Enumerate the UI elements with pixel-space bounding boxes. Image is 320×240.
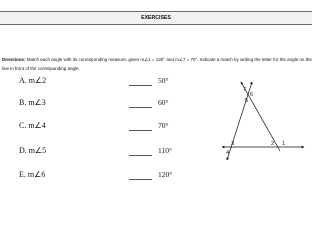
angle-label-2: 2	[271, 141, 275, 147]
answer-blank[interactable]	[129, 179, 152, 180]
answer-blank[interactable]	[129, 85, 152, 86]
angle-label-5: 5	[245, 98, 249, 104]
directions-paragraph	[2, 55, 312, 73]
section-title: EXERCISES	[141, 15, 171, 21]
matching-row	[0, 98, 200, 112]
angle-label: D. m∠5	[19, 146, 47, 155]
angle-label-7: 7	[243, 87, 247, 93]
matching-row	[0, 121, 200, 135]
answer-blank[interactable]	[129, 155, 152, 156]
angle-label: C. m∠4	[19, 121, 46, 130]
angle-measure: 110°	[158, 146, 172, 155]
matching-row	[0, 76, 200, 90]
angle-label-3: 3	[231, 141, 235, 147]
angle-label-1: 1	[282, 141, 286, 147]
angle-label: A. m∠2	[19, 76, 47, 85]
angle-label: B. m∠3	[19, 98, 46, 107]
left-line	[227, 82, 252, 160]
angle-measure: 60°	[158, 98, 169, 107]
matching-row	[0, 170, 200, 184]
angle-label-6: 6	[250, 92, 254, 98]
answer-blank[interactable]	[129, 130, 152, 131]
angle-measure: 50°	[158, 76, 169, 85]
angle-measure: 120°	[158, 170, 173, 179]
matching-row	[0, 146, 200, 160]
angle-label: E. m∠6	[19, 170, 46, 179]
angle-measure: 70°	[158, 121, 169, 130]
right-line	[241, 82, 280, 151]
directions-lead: Directions:	[2, 57, 26, 62]
triangle-figure	[222, 80, 306, 160]
directions-text: Match each angle with its corresponding measure, given m∠1 = 130° and m∠7 = 70°. Indicate a match by writing the letter for the angle on the line in front of the corresponding angle.	[2, 57, 312, 71]
section-header	[0, 11, 312, 25]
answer-blank[interactable]	[129, 107, 152, 108]
angle-label-4: 4	[226, 150, 230, 156]
